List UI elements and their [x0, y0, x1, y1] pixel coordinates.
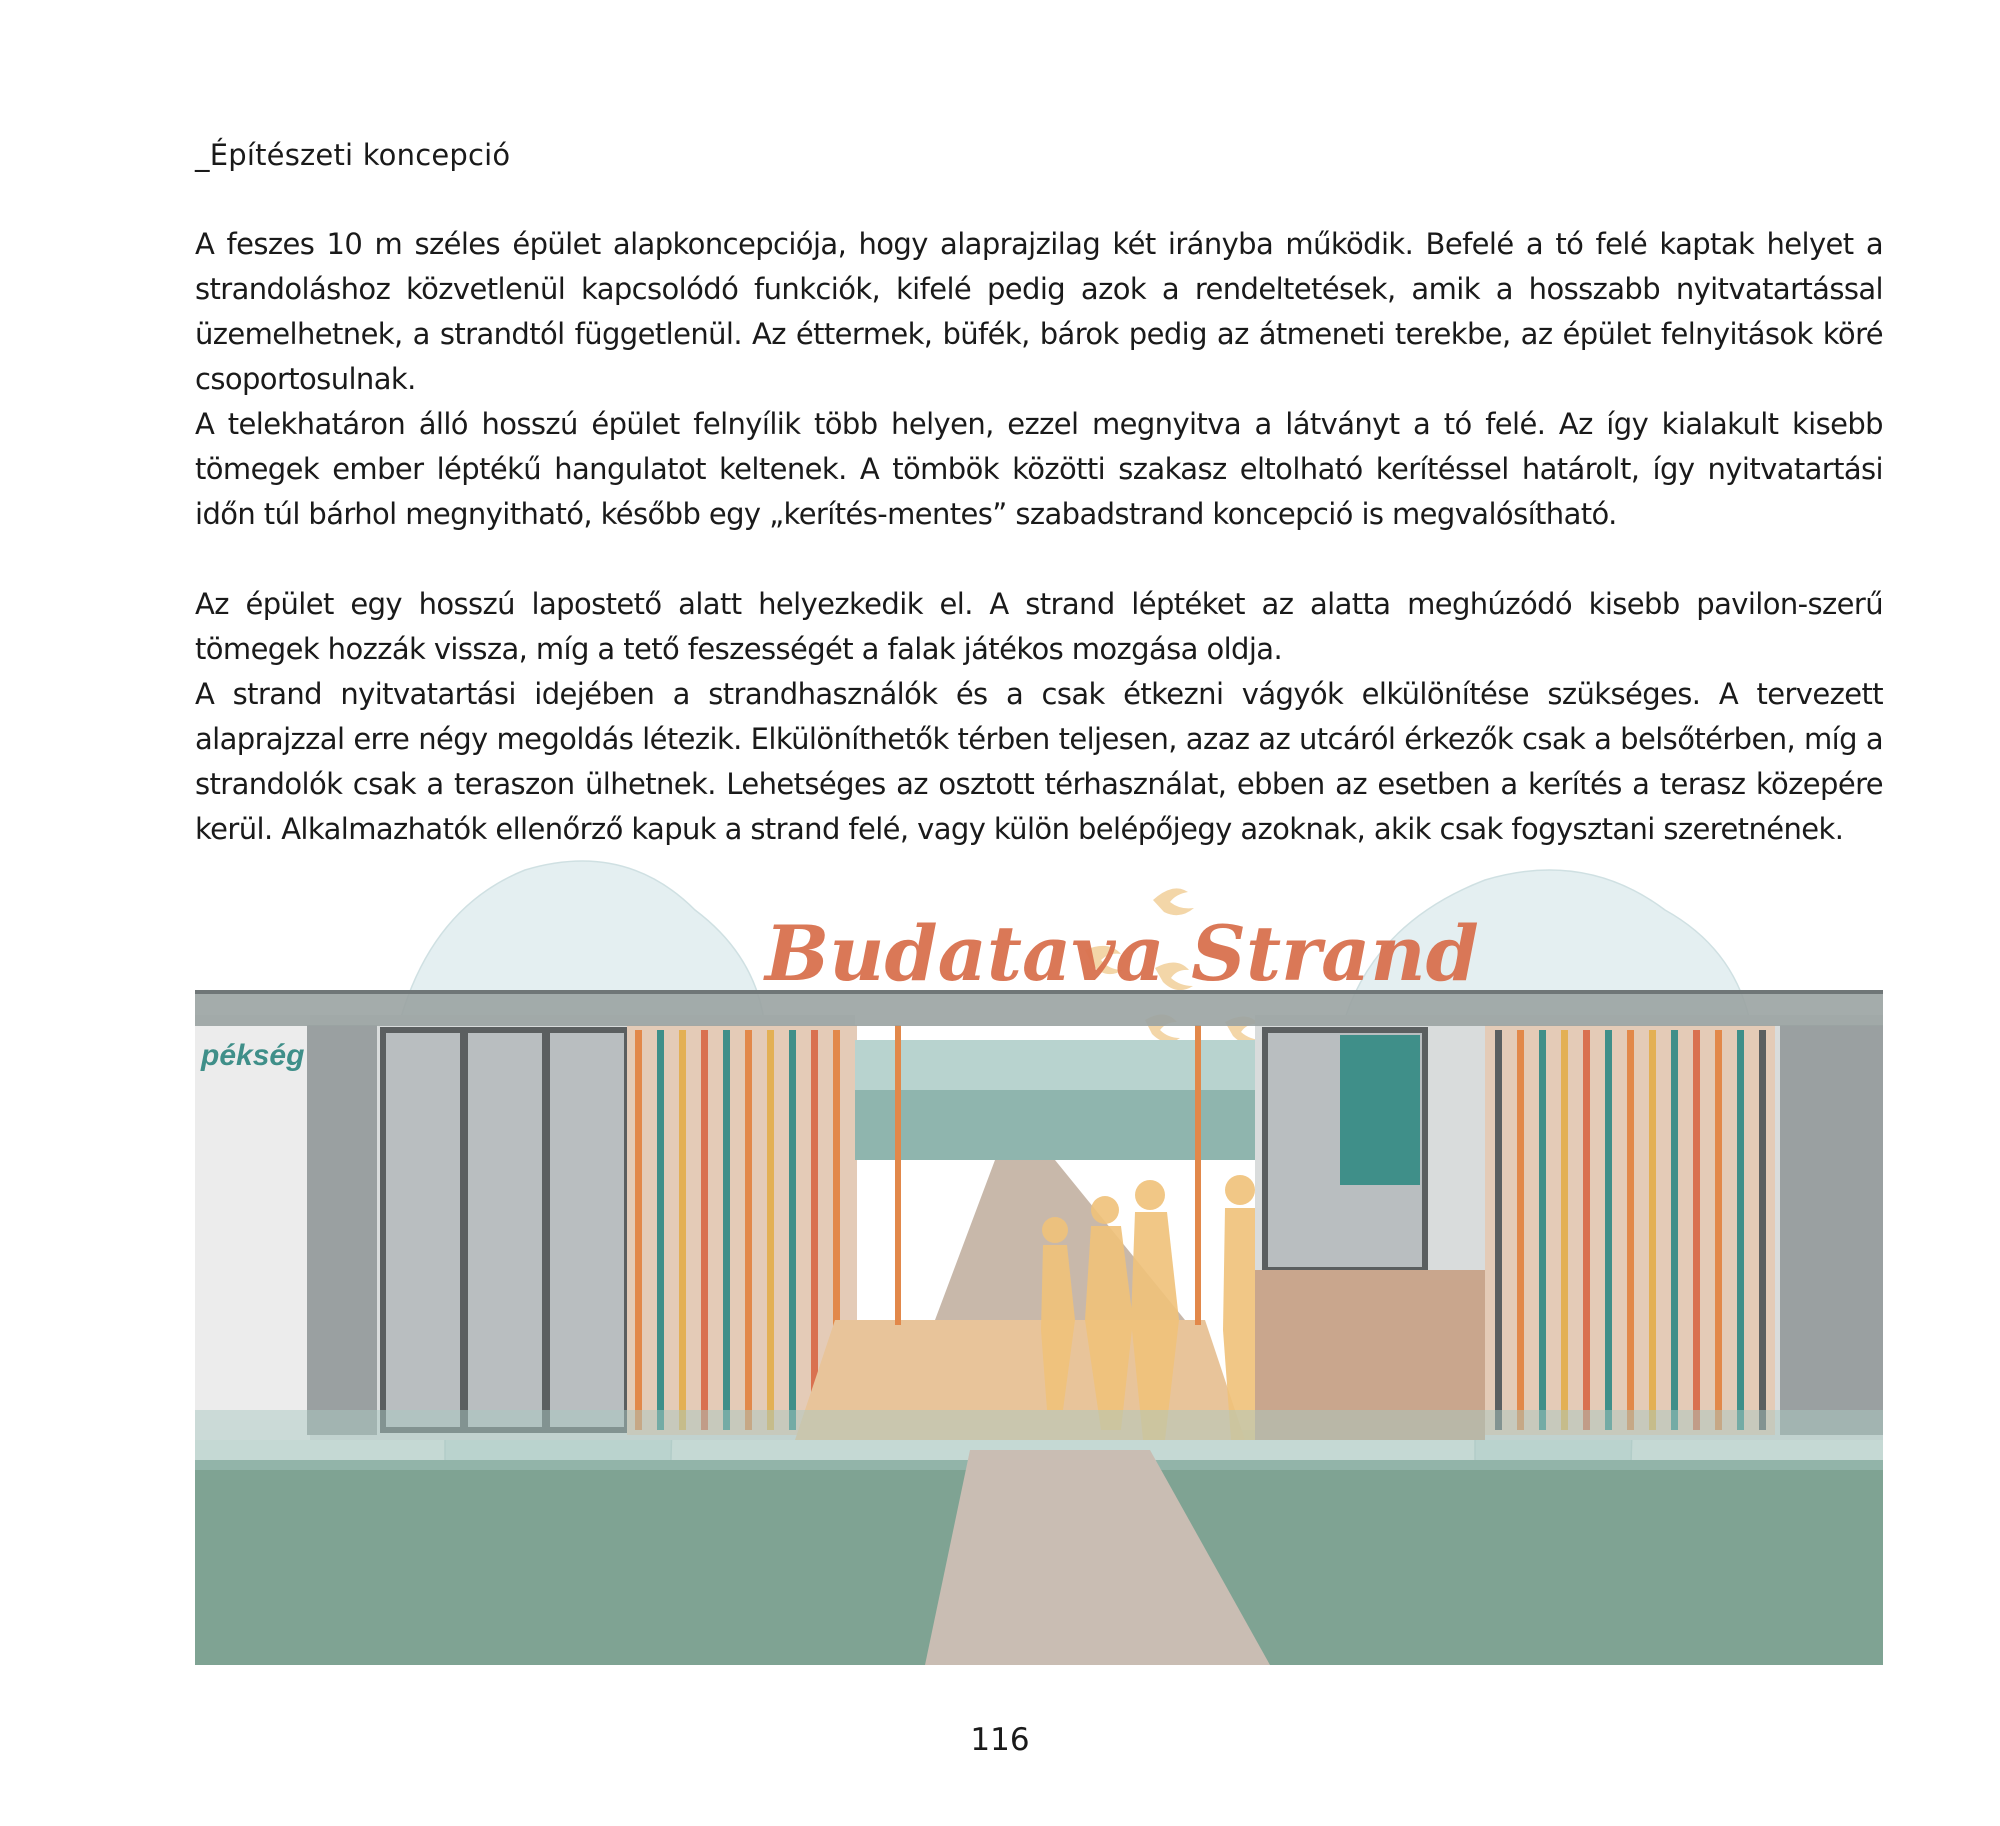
strand-sign: Budatava Strand	[765, 909, 1479, 998]
paragraph: A feszes 10 m széles épület alapkoncepciója, hogy alaprajzilag két irányba működik. Befelé a tó felé kaptak helyet a strandoláshoz közvetlenül kapcsolódó funkciók, kifelé pedig azok a rendeltetések, amik a hosszabb nyitvatartással üzemelhetnek, a strandtól függetlenül. Az éttermek, büfék, bárok pedig az átmeneti terekbe, az épület felnyitások köré csoportosulnak.	[195, 227, 1883, 396]
paragraph: Az épület egy hosszú lapostető alatt helyezkedik el. A strand léptéket az alatta meghúzódó kisebb pavilon-szerű tömegek hozzák vissza, míg a tető feszességét a falak játékos mozgása oldja.	[195, 587, 1883, 666]
paragraph: A strand nyitvatartási idejében a strandhasználók és a csak étkezni vágyók elkülönítése szükséges. A tervezett alaprajzzal erre négy megoldás létezik. Elkülöníthetők térben teljesen, azaz az utcáról érkezők csak a belsőtérben, míg a strandolók csak a teraszon ülhetnek. Lehetséges az osztott térhasználat, ebben az esetben a kerítés a terasz közepére kerül. Alkalmazhatók ellenőrző kapuk a strand felé, vagy külön belépőjegy azoknak, akik csak fogysztani szeretnének.	[195, 677, 1883, 846]
section-title: _Építészeti koncepció	[195, 138, 511, 172]
page-number: 116	[970, 1722, 1030, 1758]
body-text	[195, 222, 1883, 852]
shop-sign: pékség	[201, 1039, 305, 1072]
paragraph: A telekhatáron álló hosszú épület felnyílik több helyen, ezzel megnyitva a látványt a tó felé. Az így kialakult kisebb tömegek ember léptékű hangulatot keltenek. A tömbök közötti szakasz eltolható kerítéssel határolt, így nyitvatartási időn túl bárhol megnyitható, később egy „kerítés-mentes” szabadstrand koncepció is megvalósítható.	[195, 407, 1883, 531]
building-illustration	[195, 850, 1883, 1665]
